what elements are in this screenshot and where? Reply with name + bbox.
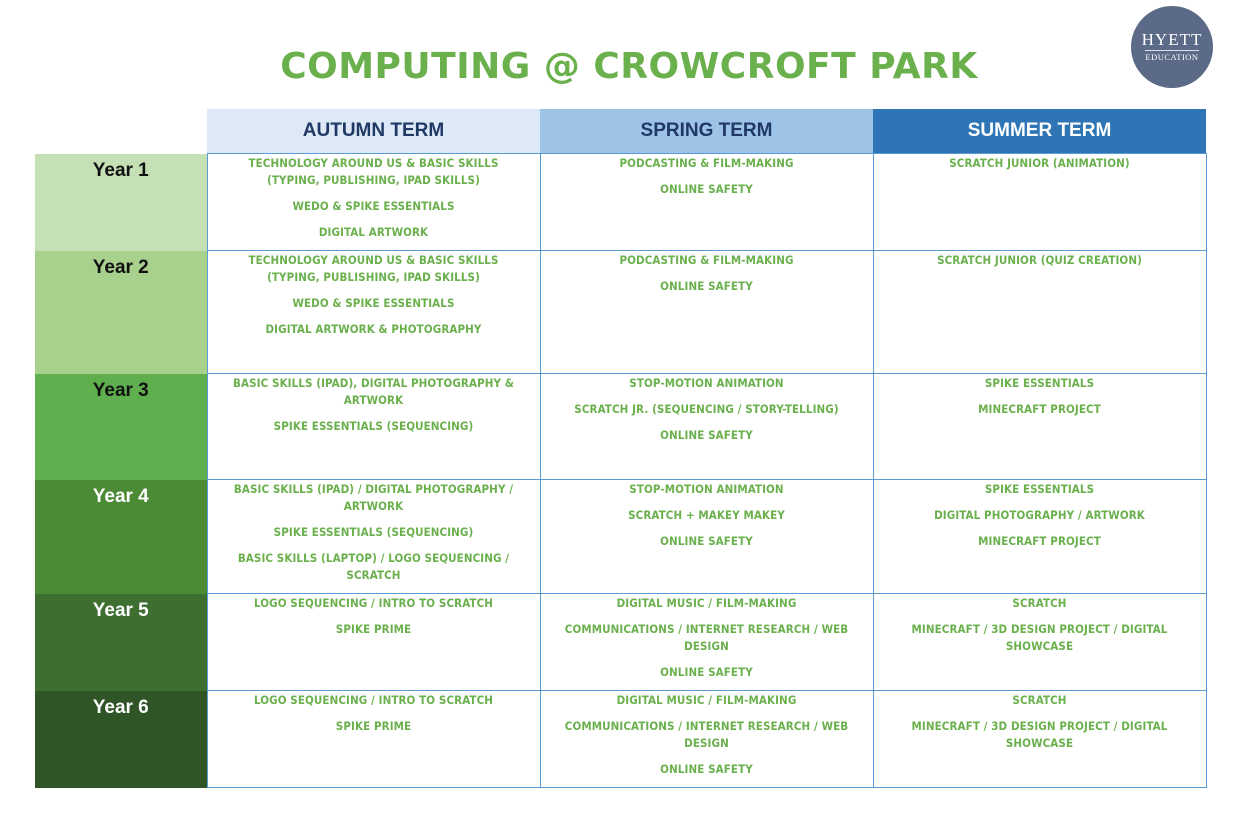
year-label-cell — [35, 594, 207, 691]
year-label-cell — [35, 154, 207, 251]
topic-item: SPIKE ESSENTIALS (SEQUENCING) — [273, 525, 474, 539]
topic-item: MINECRAFT PROJECT — [978, 534, 1101, 548]
logo-line-2: EDUCATION — [1145, 52, 1199, 62]
topic-item: SPIKE PRIME — [335, 719, 412, 733]
topic-item: MINECRAFT / 3D DESIGN PROJECT / DIGITAL SHOWCASE — [911, 719, 1168, 750]
year-label: Year 3 — [92, 379, 149, 401]
topic-item: TECHNOLOGY AROUND US & BASIC SKILLS (TYPING, PUBLISHING, IPAD SKILLS) — [248, 156, 499, 187]
year-label: Year 5 — [92, 599, 149, 621]
topic-item: SCRATCH JUNIOR (ANIMATION) — [949, 156, 1130, 170]
hyett-education-logo — [1131, 6, 1213, 88]
autumn-term-cell — [207, 154, 540, 251]
logo-line-1: HYETT — [1141, 30, 1203, 49]
spring-term-cell — [540, 154, 873, 251]
year-label-cell — [35, 480, 207, 594]
topic-item: PODCASTING & FILM-MAKING — [619, 156, 794, 170]
topic-item: SCRATCH — [1012, 693, 1067, 707]
topic-item: BASIC SKILLS (IPAD), DIGITAL PHOTOGRAPHY & ARTWORK — [233, 376, 514, 407]
year-row — [35, 374, 1206, 480]
page-title: COMPUTING @ CROWCROFT PARK — [280, 46, 978, 87]
spring-term-header: SPRING TERM — [540, 109, 873, 154]
topic-item: ONLINE SAFETY — [660, 665, 753, 679]
topic-item: WEDO & SPIKE ESSENTIALS — [292, 296, 455, 310]
autumn-term-cell — [207, 374, 540, 480]
summer-term-cell — [873, 691, 1206, 788]
topic-item: DIGITAL ARTWORK & PHOTOGRAPHY — [265, 322, 482, 336]
autumn-term-cell — [207, 251, 540, 374]
topic-item: DIGITAL PHOTOGRAPHY / ARTWORK — [934, 508, 1145, 522]
topic-item: LOGO SEQUENCING / INTRO TO SCRATCH — [253, 693, 494, 707]
topic-item: MINECRAFT PROJECT — [978, 402, 1101, 416]
curriculum-rows — [35, 154, 1206, 788]
topic-item: SPIKE ESSENTIALS — [984, 376, 1095, 390]
summer-term-cell — [873, 154, 1206, 251]
autumn-term-cell — [207, 594, 540, 691]
summer-term-cell — [873, 594, 1206, 691]
topic-item: SPIKE ESSENTIALS — [984, 482, 1095, 496]
spring-term-cell — [540, 251, 873, 374]
year-row — [35, 594, 1206, 691]
topic-item: DIGITAL ARTWORK — [318, 225, 429, 239]
topic-item: COMMUNICATIONS / INTERNET RESEARCH / WEB DESIGN — [564, 719, 849, 750]
topic-item: MINECRAFT / 3D DESIGN PROJECT / DIGITAL SHOWCASE — [911, 622, 1168, 653]
summer-term-cell — [873, 251, 1206, 374]
topic-item: STOP-MOTION ANIMATION — [629, 482, 784, 496]
topic-item: BASIC SKILLS (IPAD) / DIGITAL PHOTOGRAPHY / ARTWORK — [233, 482, 514, 513]
year-label: Year 1 — [92, 159, 149, 181]
topic-item: SCRATCH JUNIOR (QUIZ CREATION) — [937, 253, 1142, 267]
topic-item: TECHNOLOGY AROUND US & BASIC SKILLS (TYPING, PUBLISHING, IPAD SKILLS) — [248, 253, 499, 284]
year-row — [35, 691, 1206, 788]
topic-item: ONLINE SAFETY — [660, 534, 753, 548]
spring-term-cell — [540, 480, 873, 594]
topic-item: STOP-MOTION ANIMATION — [629, 376, 784, 390]
year-row — [35, 251, 1206, 374]
curriculum-table — [35, 109, 1207, 788]
topic-item: DIGITAL MUSIC / FILM-MAKING — [616, 596, 797, 610]
topic-item: ONLINE SAFETY — [660, 182, 753, 196]
year-row — [35, 480, 1206, 594]
topic-item: SCRATCH + MAKEY MAKEY — [628, 508, 785, 522]
topic-item: PODCASTING & FILM-MAKING — [619, 253, 794, 267]
summer-term-cell — [873, 480, 1206, 594]
year-label-cell — [35, 691, 207, 788]
spring-term-cell — [540, 691, 873, 788]
autumn-term-header: AUTUMN TERM — [207, 109, 540, 154]
topic-item: ONLINE SAFETY — [660, 279, 753, 293]
year-label: Year 6 — [92, 696, 149, 718]
topic-item: LOGO SEQUENCING / INTRO TO SCRATCH — [253, 596, 494, 610]
spring-term-cell — [540, 594, 873, 691]
autumn-term-cell — [207, 691, 540, 788]
topic-item: WEDO & SPIKE ESSENTIALS — [292, 199, 455, 213]
year-label-cell — [35, 251, 207, 374]
topic-item: ONLINE SAFETY — [660, 428, 753, 442]
summer-term-header: SUMMER TERM — [873, 109, 1206, 154]
topic-item: SPIKE ESSENTIALS (SEQUENCING) — [273, 419, 474, 433]
topic-item: ONLINE SAFETY — [660, 762, 753, 776]
logo-divider — [1145, 50, 1199, 51]
topic-item: SCRATCH JR. (SEQUENCING / STORY-TELLING) — [574, 402, 839, 416]
topic-item: DIGITAL MUSIC / FILM-MAKING — [616, 693, 797, 707]
topic-item: COMMUNICATIONS / INTERNET RESEARCH / WEB DESIGN — [564, 622, 849, 653]
spring-term-cell — [540, 374, 873, 480]
year-row — [35, 154, 1206, 251]
summer-term-cell — [873, 374, 1206, 480]
term-header-row — [35, 109, 1206, 154]
topic-item: SCRATCH — [1012, 596, 1067, 610]
corner-cell — [35, 109, 207, 154]
year-label: Year 2 — [92, 256, 149, 278]
year-label: Year 4 — [92, 485, 149, 507]
year-label-cell — [35, 374, 207, 480]
autumn-term-cell — [207, 480, 540, 594]
topic-item: BASIC SKILLS (LAPTOP) / LOGO SEQUENCING / SCRATCH — [237, 551, 510, 582]
topic-item: SPIKE PRIME — [335, 622, 412, 636]
